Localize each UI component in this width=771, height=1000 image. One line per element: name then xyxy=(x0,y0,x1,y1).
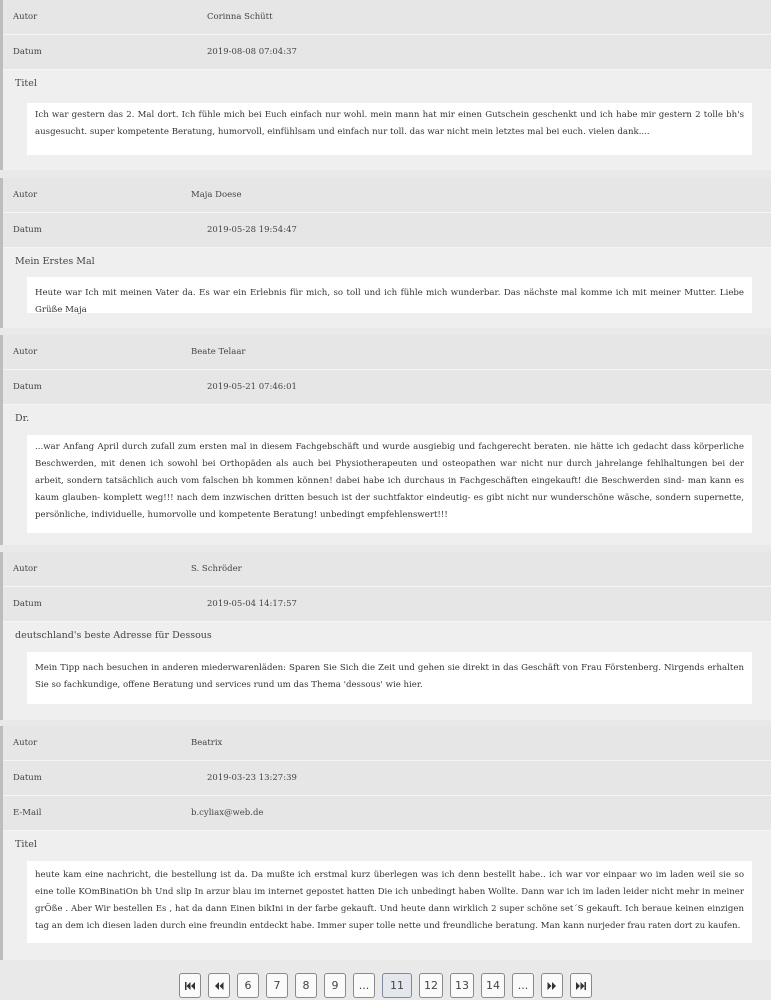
date-label: Datum xyxy=(13,47,42,57)
date-row xyxy=(3,587,771,622)
date-row xyxy=(3,761,771,796)
date-label: Datum xyxy=(13,225,42,235)
review-text: Mein Tipp nach besuchen in anderen miederwarenläden: Sparen Sie Sich die Zeit und gehen sie direkt in das Geschäft von Frau Förstenberg. Nirgends erhalten Sie so fachkundige, offene Beratung und services rund um das Thema 'dessous' wie hier. xyxy=(27,652,752,704)
author-value: Corinna Schütt xyxy=(207,12,273,22)
pagination xyxy=(0,973,771,1000)
author-label: Autor xyxy=(13,190,38,200)
first-page-icon xyxy=(185,982,195,990)
page-ellipsis[interactable]: ... xyxy=(512,973,534,998)
next-page-icon xyxy=(547,982,557,990)
date-value: 2019-05-21 07:46:01 xyxy=(207,382,297,392)
date-row xyxy=(3,35,771,70)
email-row xyxy=(3,796,771,831)
author-row xyxy=(3,178,771,213)
prev-page-button[interactable] xyxy=(208,973,230,998)
email-value[interactable]: b.cyliax@web.de xyxy=(191,808,264,818)
author-row xyxy=(3,0,771,35)
author-label: Autor xyxy=(13,12,38,22)
review-text: Heute war Ich mit meinen Vater da. Es war ein Erlebnis für mich, so toll und ich fühle mich wunderbar. Das nächste mal komme ich mit meiner Mutter. Liebe Grüße Maja xyxy=(27,277,752,313)
author-row xyxy=(3,552,771,587)
author-label: Autor xyxy=(13,564,38,574)
page-button[interactable]: 6 xyxy=(237,973,259,998)
author-label: Autor xyxy=(13,347,38,357)
review-entry xyxy=(0,552,771,720)
review-entry xyxy=(0,178,771,328)
next-page-button[interactable] xyxy=(541,973,563,998)
review-text: ...war Anfang April durch zufall zum ersten mal in diesem Fachgebschäft und wurde ausgiebig und fachgerecht beraten. nie hätte ich gedacht dass körperliche Beschwerden, mit denen ich sowohl bei Orthopäden als auch bei Physiotherapeuten und osteopathen war nicht nur durch jahrelange fehlhaltungen bei der arbeit, sondern tatsächlich auch vom falschen bh kommen können! dabei habe ich durchaus in Fachgeschäften eingekauft! die Beschwerden sind- man kann es kaum glauben- komplett weg!!! nach dem inzwischen dritten besuch ist der suchtfaktor eindeutig- es gibt nicht nur wunderschöne wäsche, sondern supernette, persönliche, individuelle, humorvolle und kompetente Beratung! unbedingt empfehlenswert!!! xyxy=(27,435,752,533)
page-button[interactable]: 14 xyxy=(481,973,505,998)
author-row xyxy=(3,726,771,761)
date-row xyxy=(3,213,771,248)
author-label: Autor xyxy=(13,738,38,748)
review-title: Titel xyxy=(15,839,37,850)
email-label: E-Mail xyxy=(13,808,42,818)
review-text: Ich war gestern das 2. Mal dort. Ich fühle mich bei Euch einfach nur wohl. mein mann hat mir einen Gutschein geschenkt und ich habe mir gestern 2 tolle bh's ausgesucht. super kompetente Beratung, humorvoll, einfühlsam und einfach nur toll. das war nicht mein letztes mal bei euch. vielen dank.... xyxy=(27,103,752,155)
review-entry xyxy=(0,726,771,960)
prev-page-icon xyxy=(214,982,224,990)
author-value: Beate Telaar xyxy=(191,347,246,357)
date-value: 2019-05-04 14:17:57 xyxy=(207,599,297,609)
date-value: 2019-08-08 07:04:37 xyxy=(207,47,297,57)
author-value: Maja Doese xyxy=(191,190,242,200)
date-label: Datum xyxy=(13,599,42,609)
page-button[interactable]: 7 xyxy=(266,973,288,998)
page-button[interactable]: 9 xyxy=(324,973,346,998)
date-label: Datum xyxy=(13,382,42,392)
review-title: Titel xyxy=(15,78,37,89)
author-row xyxy=(3,335,771,370)
last-page-button[interactable] xyxy=(570,973,592,998)
review-title: Mein Erstes Mal xyxy=(15,256,95,267)
review-entry xyxy=(0,335,771,545)
author-value: S. Schröder xyxy=(191,564,242,574)
first-page-button[interactable] xyxy=(179,973,201,998)
review-text: heute kam eine nachricht, die bestellung ist da. Da mußte ich erstmal kurz überlegen was ich denn bestellt habe.. ich war vor einpaar wo im laden weil sie so eine tolle KOmBinatiOn bh Und slip In arzur blau im internet gepostet hatten Die ich unbedingt haben Wollte. Dann war ich im laden leider nicht mehr in meiner grÖße . Aber Wir bestellen Es , hat da dann Einen bikIni in der farbe gekauft. Und heute dann wirklich 2 super schöne set´S gekauft. Ich beraue keinen einzigen tag an dem ich diesen laden durch eine freundin entdeckt habe. Immer super tolle nette und freundliche beratung. Man kann nurjeder frau raten dort zu kaufen. xyxy=(27,861,752,943)
date-row xyxy=(3,370,771,405)
page-button[interactable]: 8 xyxy=(295,973,317,998)
last-page-icon xyxy=(576,982,586,990)
page-button[interactable]: 12 xyxy=(419,973,443,998)
author-value: Beatrix xyxy=(191,738,223,748)
date-value: 2019-03-23 13:27:39 xyxy=(207,773,297,783)
date-value: 2019-05-28 19:54:47 xyxy=(207,225,297,235)
current-page-button[interactable]: 11 xyxy=(382,973,412,998)
page-ellipsis[interactable]: ... xyxy=(353,973,375,998)
review-title: deutschland's beste Adresse für Dessous xyxy=(15,630,212,641)
review-entry xyxy=(0,0,771,170)
review-title: Dr. xyxy=(15,413,30,424)
page-button[interactable]: 13 xyxy=(450,973,474,998)
date-label: Datum xyxy=(13,773,42,783)
